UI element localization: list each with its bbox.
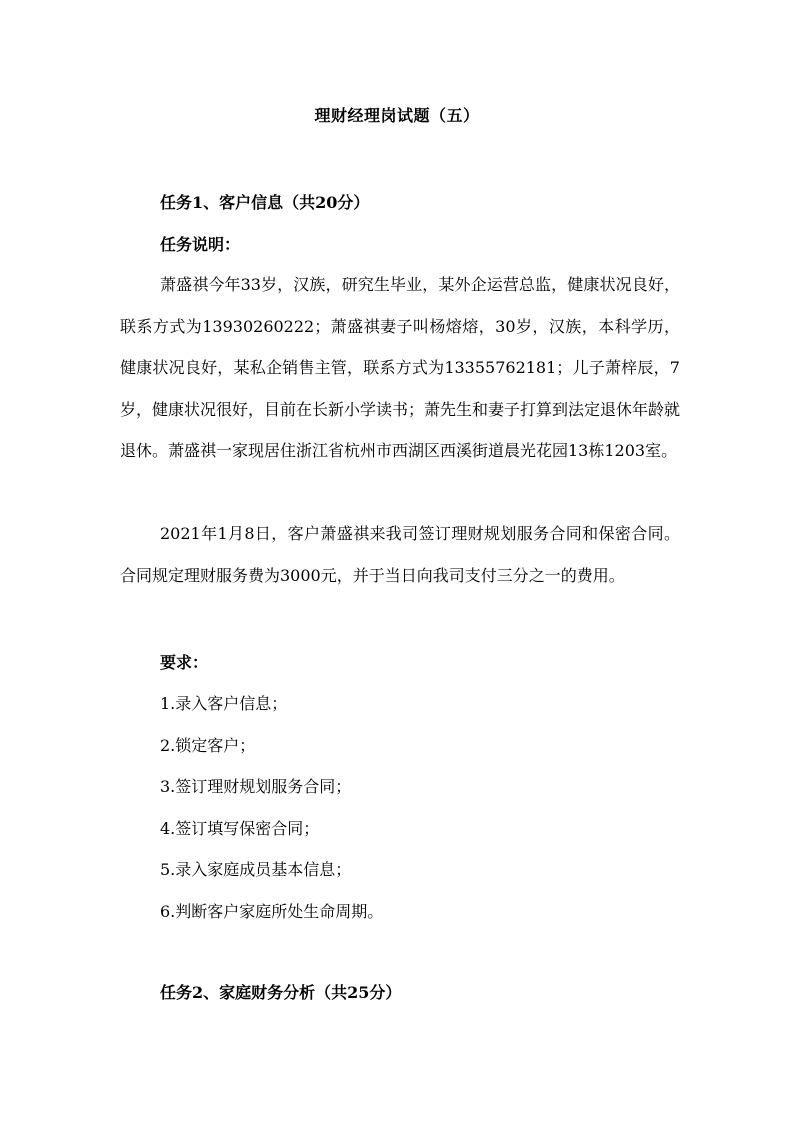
requirement-item: 2.锁定客户； <box>160 735 256 755</box>
task2-heading: 任务2、家庭财务分析（共25分） <box>160 983 402 1002</box>
task1-description-label: 任务说明： <box>160 235 241 254</box>
task1-paragraph-1: 萧盛祺今年33岁，汉族，研究生毕业，某外企运营总监，健康状况良好，联系方式为13930260222；萧盛祺妻子叫杨熔熔，30岁，汉族，本科学历，健康状况良好，某私企销售主管，联系方式为13355762181；儿子萧梓辰，7岁，健康状况很好，目前在长新小学读书；萧先生和妻子打算到法定退休年龄就退休。萧盛祺一家现居住浙江省杭州市西湖区西溪街道晨光花园13栋1203室。 <box>120 275 681 460</box>
requirements-list <box>160 683 383 932</box>
task1-requirements-label: 要求： <box>160 653 209 672</box>
task1-heading: 任务1、客户信息（共20分） <box>160 193 370 212</box>
requirement-item: 1.录入客户信息； <box>160 694 288 713</box>
requirement-item: 6.判断客户家庭所处生命周期。 <box>160 901 384 921</box>
task1-paragraph-2: 2021年1月8日，客户萧盛祺来我司签订理财规划服务合同和保密合同。合同规定理财服务费为3000元，并于当日向我司支付三分之一的费用。 <box>120 524 680 585</box>
requirement-item: 3.签订理财规划服务合同； <box>160 777 352 796</box>
document-title: 理财经理岗试题（五） <box>314 106 480 125</box>
requirement-item: 4.签订填写保密合同； <box>160 818 320 838</box>
requirement-item: 5.录入家庭成员基本信息； <box>160 860 352 879</box>
